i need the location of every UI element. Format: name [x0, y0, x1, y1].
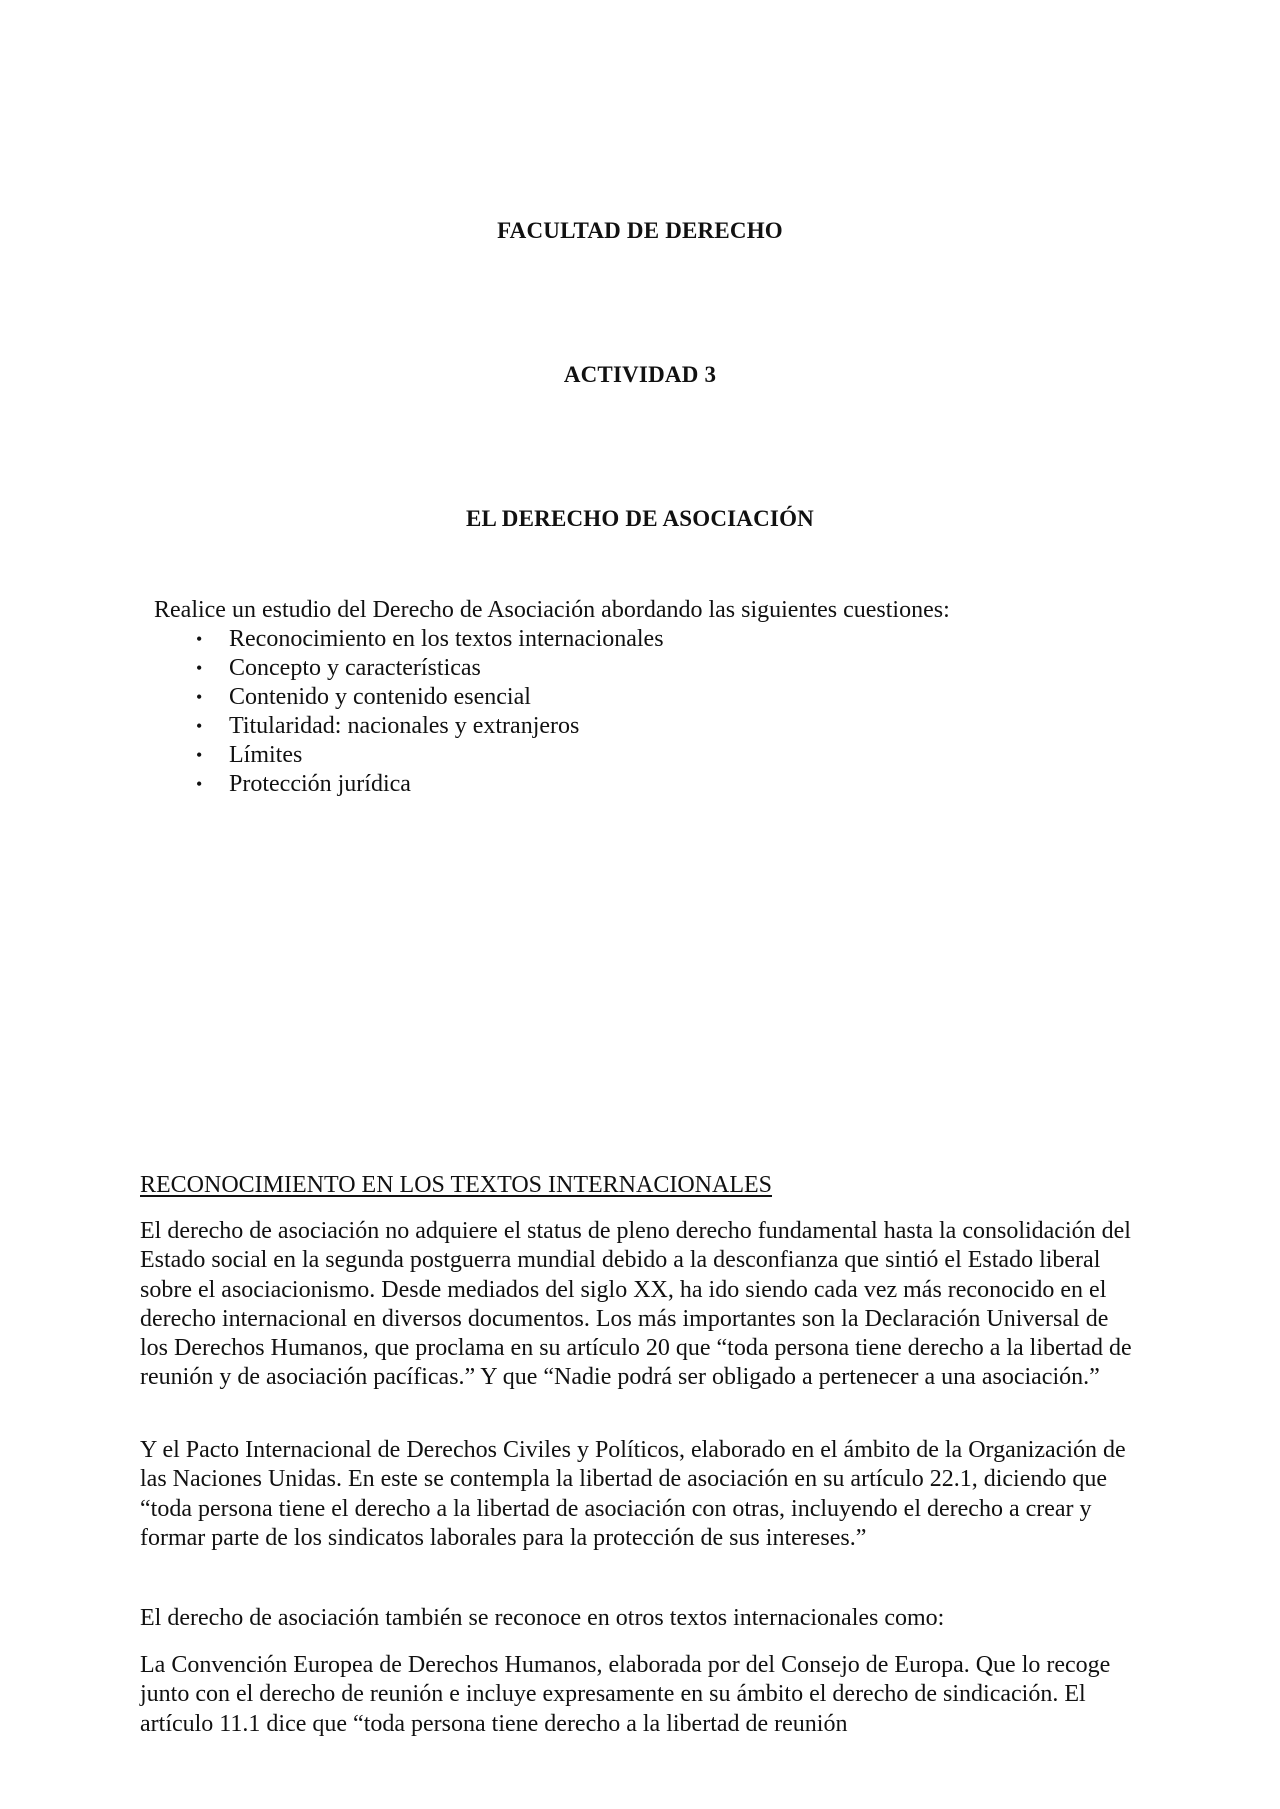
list-item	[196, 741, 664, 770]
list-item	[196, 654, 664, 683]
list-item-text: Límites	[229, 742, 303, 768]
assignment-intro: Realice un estudio del Derecho de Asociación abordando las siguientes cuestiones:	[154, 597, 950, 623]
body-paragraph: Y el Pacto Internacional de Derechos Civiles y Políticos, elaborado en el ámbito de la Organización de las Naciones Unidas. En este se contempla la libertad de asociación en su artículo 22.1, diciendo que “toda persona tiene el derecho a la libertad de asociación con otras, incluyendo el derecho a crear y formar parte de los sindicatos laborales para la protección de sus intereses.”	[140, 1437, 1126, 1551]
list-item	[196, 683, 664, 712]
bullet-icon: •	[196, 687, 203, 707]
assignment-list	[196, 625, 664, 799]
section-title: RECONOCIMIENTO EN LOS TEXTOS INTERNACIONALES	[140, 1172, 772, 1198]
topic-heading: EL DERECHO DE ASOCIACIÓN	[466, 506, 814, 531]
bullet-icon: •	[196, 716, 203, 736]
body-paragraph: El derecho de asociación no adquiere el status de pleno derecho fundamental hasta la consolidación del Estado social en la segunda postguerra mundial debido a la desconfianza que sintió el Estado liberal sobre el asociacionismo. Desde mediados del siglo XX, ha ido siendo cada vez más reconocido en el derecho internacional en diversos documentos. Los más importantes son la Declaración Universal de los Derechos Humanos, que proclama en su artículo 20 que “toda persona tiene derecho a la libertad de reunión y de asociación pacíficas.” Y que “Nadie podrá ser obligado a pertenecer a una asociación.”	[140, 1218, 1132, 1391]
body-paragraph: El derecho de asociación también se reconoce en otros textos internacionales como:	[140, 1605, 945, 1631]
list-item	[196, 712, 664, 741]
bullet-icon: •	[196, 629, 203, 649]
faculty-heading: FACULTAD DE DERECHO	[497, 218, 783, 243]
list-item	[196, 770, 664, 799]
bullet-icon: •	[196, 774, 203, 794]
list-item	[196, 625, 664, 654]
list-item-text: Titularidad: nacionales y extranjeros	[229, 713, 580, 739]
list-item-text: Contenido y contenido esencial	[229, 684, 531, 710]
bullet-icon: •	[196, 745, 203, 765]
body-paragraph: La Convención Europea de Derechos Humanos, elaborada por del Consejo de Europa. Que lo recoge junto con el derecho de reunión e incluye expresamente en su ámbito el derecho de sindicación. El artículo 11.1 dice que “toda persona tiene derecho a la libertad de reunión	[140, 1652, 1111, 1737]
list-item-text: Reconocimiento en los textos internacionales	[229, 626, 664, 652]
bullet-icon: •	[196, 658, 203, 678]
activity-heading: ACTIVIDAD 3	[563, 362, 717, 387]
list-item-text: Concepto y características	[229, 655, 481, 681]
list-item-text: Protección jurídica	[229, 771, 411, 797]
